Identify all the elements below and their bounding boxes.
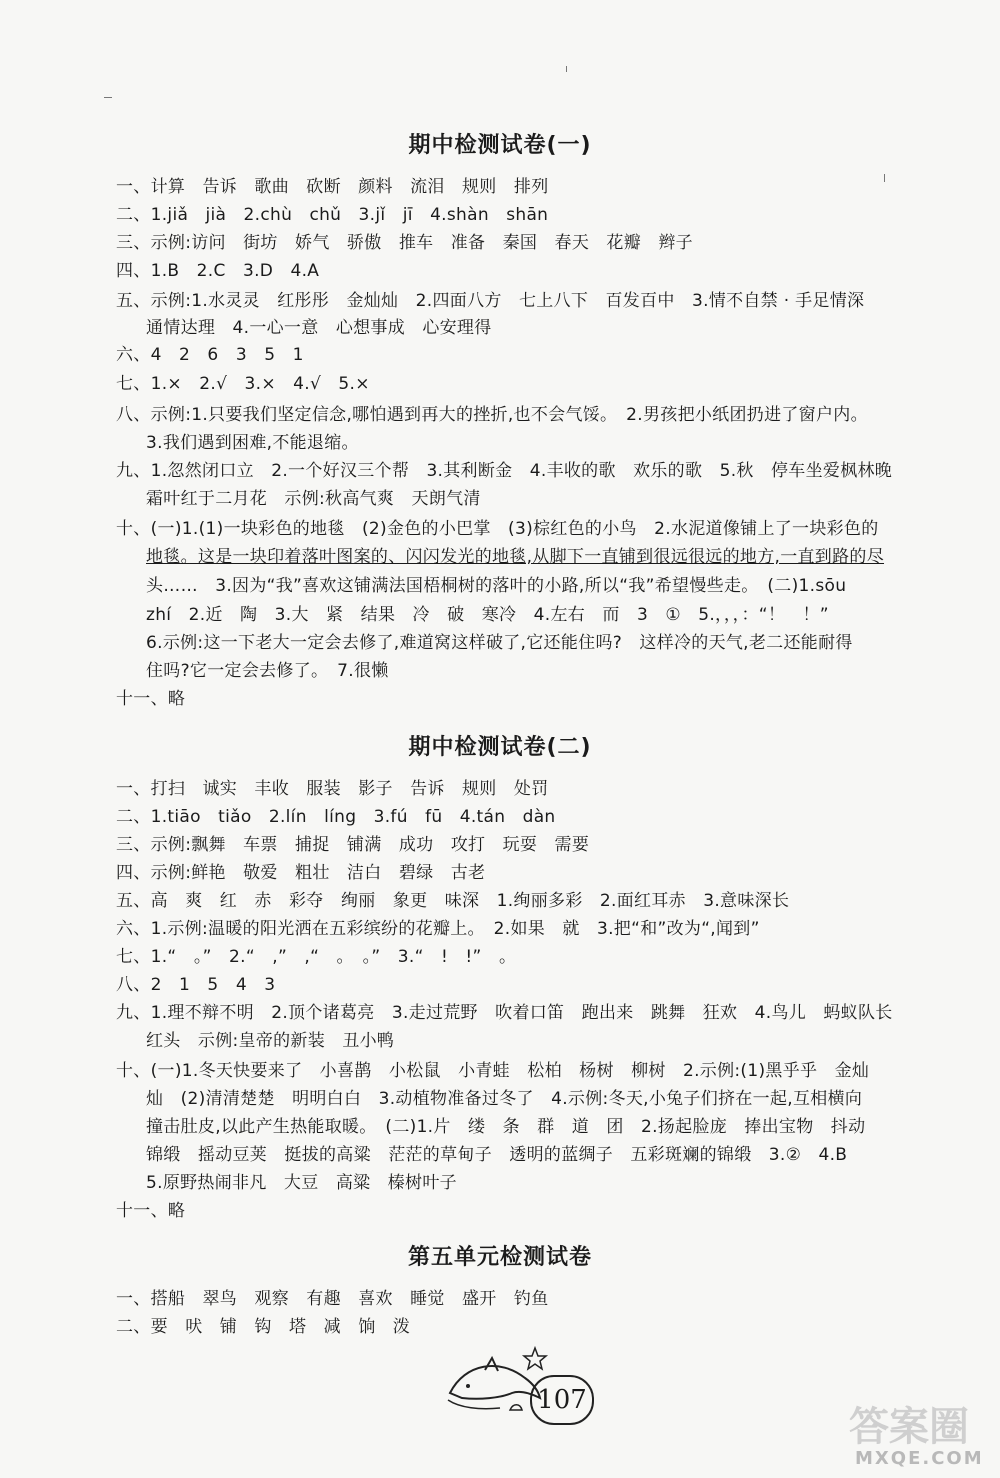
answer-line: 通情达理 4.一心一意 心想事成 心安理得 bbox=[146, 318, 492, 338]
watermark-logo-icon bbox=[845, 1398, 975, 1453]
answer-line: 七、1.“ 。” 2.“ ,” ,“ 。 。” 3.“ ! !” 。 bbox=[116, 947, 517, 967]
section-title-midterm-1: 期中检测试卷(一) bbox=[408, 133, 592, 158]
answer-line: 六、1.示例:温暖的阳光洒在五彩缤纷的花瓣上。 2.如果 就 3.把“和”改为“,闻到” bbox=[116, 919, 760, 939]
scan-mark bbox=[566, 66, 567, 72]
answer-line: 一、打扫 诚实 丰收 服装 影子 告诉 规则 处罚 bbox=[116, 779, 549, 799]
answer-line: 5.原野热闹非凡 大豆 高粱 榛树叶子 bbox=[146, 1173, 457, 1193]
answer-line: 五、高 爽 红 赤 彩夺 绚丽 象更 味深 1.绚丽多彩 2.面红耳赤 3.意味深长 bbox=[116, 891, 790, 911]
answer-line: 六、4 2 6 3 5 1 bbox=[116, 345, 304, 365]
answer-line: 八、2 1 5 4 3 bbox=[116, 975, 276, 995]
answer-line: 九、1.忽然闭口立 2.一个好汉三个帮 3.其利断金 4.丰收的歌 欢乐的歌 5.秋 停车坐爱枫林晚 bbox=[116, 461, 893, 481]
answer-line: 头…… 3.因为“我”喜欢这铺满法国梧桐树的落叶的小路,所以“我”希望慢些走。 (二)1.sōu bbox=[146, 576, 847, 596]
answer-line: 二、1.jiǎ jià 2.chù chǔ 3.jǐ jī 4.shàn shān bbox=[116, 205, 549, 225]
answer-line: 十一、略 bbox=[116, 1201, 186, 1221]
answer-line: 九、1.理不辩不明 2.顶个诸葛亮 3.走过荒野 吹着口笛 跑出来 跳舞 狂欢 4.鸟儿 蚂蚁队长 bbox=[116, 1003, 893, 1023]
answer-line: 三、示例:飘舞 车票 捕捉 铺满 成功 攻打 玩耍 需要 bbox=[116, 835, 590, 855]
scan-mark bbox=[104, 97, 112, 98]
section-title-unit-5: 第五单元检测试卷 bbox=[407, 1245, 592, 1270]
svg-text:答案圈: 答案圈 bbox=[849, 1404, 969, 1450]
answer-line: 红头 示例:皇帝的新装 丑小鸭 bbox=[146, 1031, 395, 1051]
answer-line-underlined: 地毯。这是一块印着落叶图案的、闪闪发光的地毯,从脚下一直铺到很远很远的地方,一直到路的尽 bbox=[146, 547, 885, 567]
answer-line: 3.我们遇到困难,不能退缩。 bbox=[146, 433, 359, 453]
answer-line: 四、示例:鲜艳 敬爱 粗壮 洁白 碧绿 古老 bbox=[116, 863, 486, 883]
answer-line: 灿 (2)清清楚楚 明明白白 3.动植物准备过冬了 4.示例:冬天,小兔子们挤在一起,互相横向 bbox=[146, 1089, 863, 1109]
answer-line: 十、(一)1.(1)一块彩色的地毯 (2)金色的小巴掌 (3)棕红色的小鸟 2.水泥道像铺上了一块彩色的 bbox=[116, 519, 879, 539]
answer-line: 6.示例:这一下老大一定会去修了,难道窝这样破了,它还能住吗? 这样冷的天气,老二还能耐得 bbox=[146, 633, 853, 653]
answer-line: 一、搭船 翠鸟 观察 有趣 喜欢 睡觉 盛开 钓鱼 bbox=[116, 1289, 549, 1309]
answer-line: 霜叶红于二月花 示例:秋高气爽 天朗气清 bbox=[146, 489, 481, 509]
answer-line: 五、示例:1.水灵灵 红彤彤 金灿灿 2.四面八方 七上八下 百发百中 3.情不自禁 · 手足情深 bbox=[116, 291, 865, 311]
answer-line: 锦缎 摇动豆荚 挺拔的高粱 茫茫的草甸子 透明的蓝绸子 五彩斑斓的锦缎 3.② 4.B bbox=[146, 1145, 848, 1165]
answer-line: 十、(一)1.冬天快要来了 小喜鹊 小松鼠 小青蛙 松柏 杨树 柳树 2.示例:(1)黑乎乎 金灿 bbox=[116, 1061, 870, 1081]
answer-line: 十一、略 bbox=[116, 689, 186, 709]
answer-line: 撞击肚皮,以此产生热能取暖。 (二)1.片 缕 条 群 道 团 2.扬起脸庞 捧出宝物 抖动 bbox=[146, 1117, 866, 1137]
answer-line: 二、要 吠 铺 钩 塔 减 饷 泼 bbox=[116, 1317, 411, 1337]
answer-line: 住吗?它一定会去修了。 7.很懒 bbox=[146, 661, 389, 681]
section-title-midterm-2: 期中检测试卷(二) bbox=[408, 735, 592, 760]
answer-line: zhí 2.近 陶 3.大 紧 结果 冷 破 寒冷 4.左右 而 3 ① 5.，，，：“！ ！” bbox=[146, 605, 829, 625]
answer-line: 二、1.tiāo tiǎo 2.lín líng 3.fú fū 4.tán dàn bbox=[116, 807, 556, 827]
answer-line: 七、1.× 2.√ 3.× 4.√ 5.× bbox=[116, 374, 370, 394]
answer-line: 八、示例:1.只要我们坚定信念,哪怕遇到再大的挫折,也不会气馁。 2.男孩把小纸团扔进了窗户内。 bbox=[116, 405, 868, 425]
answer-line: 四、1.B 2.C 3.D 4.A bbox=[116, 261, 320, 281]
page-number: 107 bbox=[530, 1375, 594, 1425]
watermark-url: MXQE.COM bbox=[855, 1448, 984, 1469]
answer-line: 一、计算 告诉 歌曲 砍断 颜料 流泪 规则 排列 bbox=[116, 177, 549, 197]
answer-line: 三、示例:访问 街坊 娇气 骄傲 推车 准备 秦国 春天 花瓣 辫子 bbox=[116, 233, 693, 253]
